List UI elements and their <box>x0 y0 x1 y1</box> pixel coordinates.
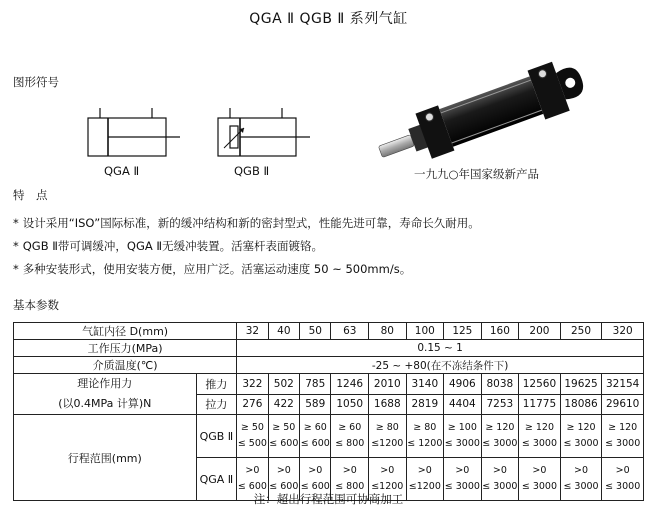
bore-cell: 80 <box>369 323 407 340</box>
push-cell: 32154 <box>602 374 644 395</box>
footnote: 注：超出行程范围可协商加工 <box>253 492 404 506</box>
qgb-symbol-label: QGB Ⅱ <box>234 164 270 178</box>
pull-cell: 18086 <box>560 394 602 415</box>
bore-label: 气缸内径 D(mm) <box>14 323 237 340</box>
bore-cell: 100 <box>406 323 444 340</box>
feature-item: * 设计采用“ISO”国际标准，新的缓冲结构和新的密封型式，性能先进可靠，寿命长久耐用。 <box>13 216 480 230</box>
qgb-stroke-cell: ≥ 80 ≤ 1200 <box>406 415 444 458</box>
force-label-line2: (以0.4MPa 计算)N <box>58 397 152 410</box>
qgb-stroke-cell: ≥ 120 ≤ 3000 <box>481 415 519 458</box>
qgb-stroke-cell: ≥ 120 ≤ 3000 <box>519 415 561 458</box>
symbols-heading: 图形符号 <box>13 75 59 89</box>
table-row-stroke-qgb <box>14 415 644 458</box>
bore-cell: 160 <box>481 323 519 340</box>
spec-table <box>13 322 644 501</box>
qgb-stroke-cell: ≥ 100 ≤ 3000 <box>444 415 482 458</box>
bore-cell: 32 <box>237 323 268 340</box>
bore-cell: 200 <box>519 323 561 340</box>
feature-item: * QGB Ⅱ带可调缓冲，QGA Ⅱ无缓冲装置。活塞杆表面镀铬。 <box>13 239 324 253</box>
push-cell: 2010 <box>369 374 407 395</box>
qga-stroke-cell: >0 ≤ 3000 <box>444 458 482 501</box>
pressure-value: 0.15 ~ 1 <box>237 340 644 357</box>
qga-symbol-label: QGA Ⅱ <box>104 164 140 178</box>
qga-stroke-cell: >0 ≤ 600 <box>268 458 299 501</box>
cylinder-product-image <box>368 50 588 162</box>
qga-stroke-label: QGA Ⅱ <box>196 458 237 501</box>
features-heading: 特 点 <box>13 188 48 202</box>
table-row-temperature <box>14 357 644 374</box>
pull-cell: 7253 <box>481 394 519 415</box>
qga-stroke-cell: >0 ≤ 3000 <box>560 458 602 501</box>
temp-label: 介质温度(℃) <box>14 357 237 374</box>
pull-cell: 11775 <box>519 394 561 415</box>
qgb-stroke-cell: ≥ 50 ≤ 600 <box>268 415 299 458</box>
feature-item: * 多种安装形式，使用安装方便，应用广泛。活塞运动速度 50 ~ 500mm/s。 <box>13 262 412 276</box>
qgb-stroke-cell: ≥ 80 ≤1200 <box>369 415 407 458</box>
qgb-stroke-cell: ≥ 60 ≤ 800 <box>331 415 369 458</box>
table-row-bore <box>14 323 644 340</box>
pull-cell: 276 <box>237 394 268 415</box>
pull-cell: 1688 <box>369 394 407 415</box>
push-cell: 8038 <box>481 374 519 395</box>
bore-cell: 63 <box>331 323 369 340</box>
pull-cell: 1050 <box>331 394 369 415</box>
pressure-label: 工作压力(MPa) <box>14 340 237 357</box>
pull-cell: 2819 <box>406 394 444 415</box>
push-cell: 19625 <box>560 374 602 395</box>
qga-stroke-cell: >0 ≤ 600 <box>237 458 268 501</box>
pull-label: 拉力 <box>196 394 237 415</box>
pull-cell: 29610 <box>602 394 644 415</box>
push-cell: 3140 <box>406 374 444 395</box>
push-cell: 1246 <box>331 374 369 395</box>
table-row-push <box>14 374 644 395</box>
bore-cell: 50 <box>300 323 331 340</box>
push-cell: 322 <box>237 374 268 395</box>
qgb-symbol-icon <box>210 104 320 160</box>
bore-cell: 40 <box>268 323 299 340</box>
force-label-line1: 理论作用力 <box>77 377 133 390</box>
push-cell: 4906 <box>444 374 482 395</box>
push-label: 推力 <box>196 374 237 395</box>
table-row-pressure <box>14 340 644 357</box>
qgb-stroke-cell: ≥ 50 ≤ 500 <box>237 415 268 458</box>
pull-cell: 422 <box>268 394 299 415</box>
push-cell: 12560 <box>519 374 561 395</box>
qga-stroke-cell: >0 ≤ 3000 <box>602 458 644 501</box>
qga-stroke-cell: >0 ≤ 3000 <box>519 458 561 501</box>
qgb-stroke-cell: ≥ 120 ≤ 3000 <box>560 415 602 458</box>
qga-stroke-cell: >0 ≤1200 <box>369 458 407 501</box>
qga-stroke-cell: >0 ≤1200 <box>406 458 444 501</box>
bore-cell: 320 <box>602 323 644 340</box>
qgb-stroke-cell: ≥ 60 ≤ 600 <box>300 415 331 458</box>
qgb-stroke-label: QGB Ⅱ <box>196 415 237 458</box>
push-cell: 785 <box>300 374 331 395</box>
bore-cell: 250 <box>560 323 602 340</box>
force-label <box>14 374 197 415</box>
product-caption: 一九九○年国家级新产品 <box>414 167 540 181</box>
bore-cell: 125 <box>444 323 482 340</box>
stroke-label: 行程范围(mm) <box>14 415 197 501</box>
pull-cell: 589 <box>300 394 331 415</box>
params-heading: 基本参数 <box>13 298 59 312</box>
push-cell: 502 <box>268 374 299 395</box>
qga-stroke-cell: >0 ≤ 800 <box>331 458 369 501</box>
qga-symbol-icon <box>80 104 190 160</box>
qga-stroke-cell: >0 ≤ 600 <box>300 458 331 501</box>
pull-cell: 4404 <box>444 394 482 415</box>
page-title: QGA Ⅱ QGB Ⅱ 系列气缸 <box>249 11 408 27</box>
qga-stroke-cell: >0 ≤ 3000 <box>481 458 519 501</box>
temp-value: -25 ~ +80(在不冻结条件下) <box>237 357 644 374</box>
qgb-stroke-cell: ≥ 120 ≤ 3000 <box>602 415 644 458</box>
